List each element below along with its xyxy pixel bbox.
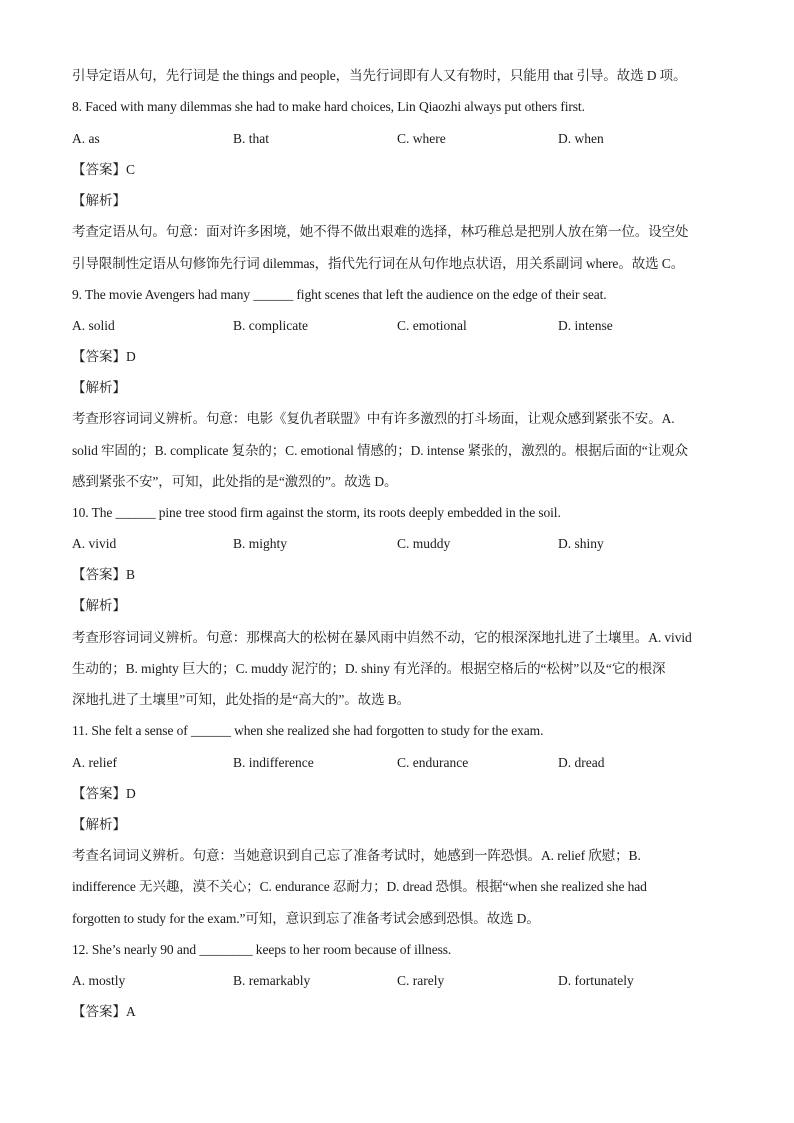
question-9-stem: 9. The movie Avengers had many ______ fight scenes that left the audience on the edge of their seat. <box>72 287 607 302</box>
question-11-option-a: A. relief <box>72 755 117 770</box>
question-11-option-d: D. dread <box>558 755 605 770</box>
question-8-analysis-label: 【解析】 <box>72 193 126 208</box>
intro-text: 引导定语从句，先行词是 the things and people，当先行词即有人又有物时，只能用 that 引导。故选 D 项。 <box>72 68 687 83</box>
question-8-option-d: D. when <box>558 131 604 146</box>
question-9-option-c: C. emotional <box>397 318 467 333</box>
question-12-option-c: C. rarely <box>397 973 445 988</box>
question-11-analysis-line: indifference 无兴趣，漠不关心；C. endurance 忍耐力；D. dread 恐惧。根据“when she realized she had <box>72 879 647 894</box>
question-8-option-a: A. as <box>72 131 100 146</box>
question-10-option-a: A. vivid <box>72 536 117 551</box>
question-12-option-b: B. remarkably <box>233 973 311 988</box>
question-10-analysis-line: 生动的；B. mighty 巨大的；C. muddy 泥泞的；D. shiny 有光泽的。根据空格后的“松树”以及“它的根深 <box>72 661 666 676</box>
question-10-analysis-line: 考查形容词词义辨析。句意：那棵高大的松树在暴风雨中岿然不动，它的根深深地扎进了土壤里。A. vivid <box>72 630 692 645</box>
question-9-analysis-label: 【解析】 <box>72 380 126 395</box>
question-8-stem: 8. Faced with many dilemmas she had to make hard choices, Lin Qiaozhi always put others first. <box>72 99 585 114</box>
question-11-option-c: C. endurance <box>397 755 469 770</box>
question-11-analysis-line: 考查名词词义辨析。句意：当她意识到自己忘了准备考试时，她感到一阵恐惧。A. relief 欣慰；B. <box>72 848 641 863</box>
question-12-answer: 【答案】A <box>72 1004 136 1019</box>
question-9-analysis-line: solid 牢固的；B. complicate 复杂的；C. emotional 情感的；D. intense 紧张的，激烈的。根据后面的“让观众 <box>72 443 688 458</box>
question-12-stem: 12. She’s nearly 90 and ________ keeps to her room because of illness. <box>72 942 452 957</box>
question-10-analysis-line: 深地扎进了土壤里”可知，此处指的是“高大的”。故选 B。 <box>72 692 411 707</box>
question-9-option-a: A. solid <box>72 318 115 333</box>
question-9-option-d: D. intense <box>558 318 613 333</box>
question-8-option-b: B. that <box>233 131 269 146</box>
question-10-analysis-label: 【解析】 <box>72 598 126 613</box>
question-8-answer: 【答案】C <box>72 162 136 177</box>
question-9-answer: 【答案】D <box>72 349 136 364</box>
question-12-option-d: D. fortunately <box>558 973 634 988</box>
question-8-analysis-line: 引导限制性定语从句修饰先行词 dilemmas，指代先行词在从句作地点状语，用关系副词 where。故选 C。 <box>72 256 685 271</box>
question-11-stem: 11. She felt a sense of ______ when she realized she had forgotten to study for the exam. <box>72 723 544 738</box>
question-11-answer: 【答案】D <box>72 786 136 801</box>
question-10-option-c: C. muddy <box>397 536 451 551</box>
question-10-option-b: B. mighty <box>233 536 288 551</box>
question-10-answer: 【答案】B <box>72 567 136 582</box>
question-11-analysis-line: forgotten to study for the exam.”可知，意识到忘了准备考试会感到恐惧。故选 D。 <box>72 911 540 926</box>
question-8-analysis-line: 考查定语从句。句意：面对许多困境，她不得不做出艰难的选择，林巧稚总是把别人放在第一位。设空处 <box>72 224 689 239</box>
question-10-option-d: D. shiny <box>558 536 604 551</box>
question-9-option-b: B. complicate <box>233 318 308 333</box>
question-9-analysis-line: 感到紧张不安”，可知，此处指的是“激烈的”。故选 D。 <box>72 474 398 489</box>
question-10-stem: 10. The ______ pine tree stood firm against the storm, its roots deeply embedded in the soil. <box>72 505 561 520</box>
question-11-option-b: B. indifference <box>233 755 314 770</box>
question-9-analysis-line: 考查形容词词义辨析。句意：电影《复仇者联盟》中有许多激烈的打斗场面，让观众感到紧张不安。A. <box>72 411 675 426</box>
question-11-analysis-label: 【解析】 <box>72 817 126 832</box>
question-12-option-a: A. mostly <box>72 973 126 988</box>
question-8-option-c: C. where <box>397 131 446 146</box>
